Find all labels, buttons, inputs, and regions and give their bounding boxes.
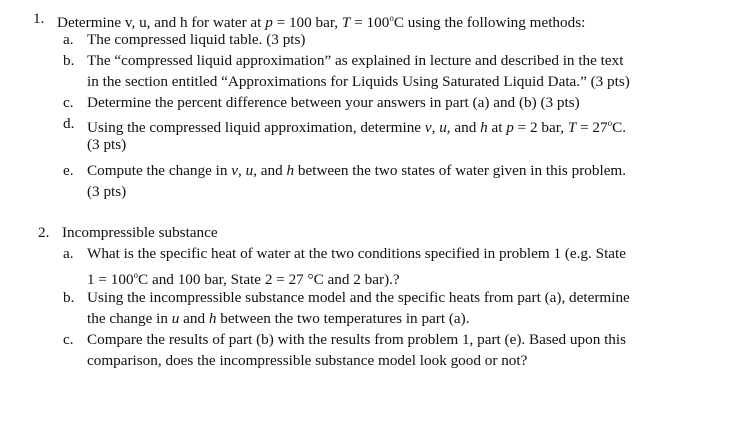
part-1c-text: Determine the percent difference between your answers in part (a) and (b) (3 pts)	[87, 94, 580, 111]
part-label: e.	[63, 162, 74, 179]
part-label: d.	[63, 115, 75, 132]
problem-1-statement: Determine v, u, and h for water at p = 100 bar, $T = 100^oC$ using the following methods:	[57, 13, 586, 32]
part-label: a.	[63, 245, 74, 262]
part-1d-text-line1: Using the compressed liquid approximation, determine v, u, and h at p = 2 bar, $T = 27^oC$.	[87, 118, 627, 137]
part-1e-text-line2: (3 pts)	[87, 183, 127, 200]
part-2a-text-line2: $1 = 100^oC$ and 100 bar, State 2 = 27 °C and 2 bar).?	[87, 270, 400, 289]
part-2b-text-line1: Using the incompressible substance model and the specific heats from part (a), determine	[87, 289, 630, 306]
part-2a-text-line1: What is the specific heat of water at the two conditions specified in problem 1 (e.g. State	[87, 245, 626, 262]
part-label: a.	[63, 31, 74, 48]
part-label: c.	[63, 331, 74, 348]
part-1e-text-line1: Compute the change in v, u, and h between the two states of water given in this problem.	[87, 162, 627, 179]
part-1b-text-line2: in the section entitled “Approximations for Liquids Using Saturated Liquid Data.” (3 pts)	[87, 73, 630, 90]
part-2b-text-line2: the change in u and h between the two temperatures in part (a).	[87, 310, 470, 327]
part-label: b.	[63, 289, 75, 306]
part-label: c.	[63, 94, 74, 111]
problem-2-title: Incompressible substance	[62, 224, 218, 241]
problem-number: 2.	[38, 224, 50, 241]
part-1a-text: The compressed liquid table. (3 pts)	[87, 31, 306, 48]
part-1d-text-line2: (3 pts)	[87, 136, 127, 153]
part-2c-text-line1: Compare the results of part (b) with the results from problem 1, part (e). Based upon this	[87, 331, 627, 348]
part-label: b.	[63, 52, 75, 69]
part-1b-text-line1: The “compressed liquid approximation” as explained in lecture and described in the text	[87, 52, 624, 69]
problem-number: 1.	[33, 10, 45, 27]
part-2c-text-line2: comparison, does the incompressible substance model look good or not?	[87, 352, 528, 369]
